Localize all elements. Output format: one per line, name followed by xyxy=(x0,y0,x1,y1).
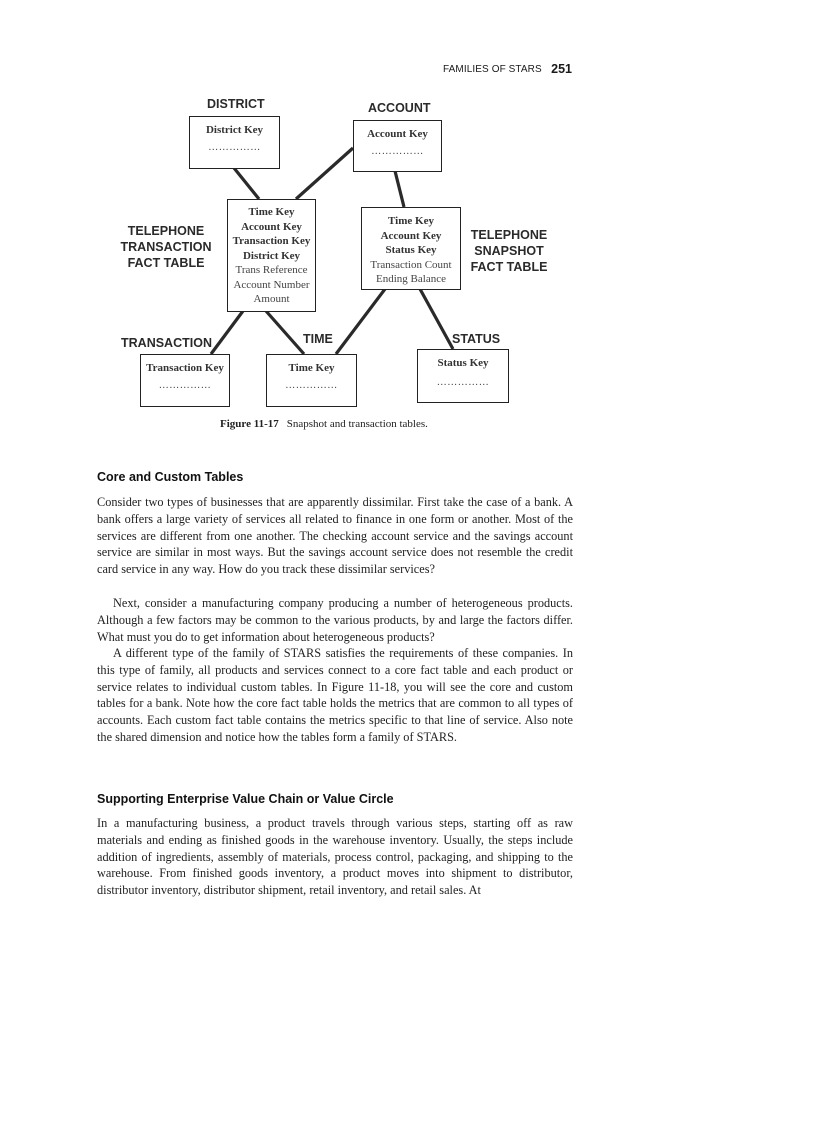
fact-key: District Key xyxy=(242,249,301,262)
fact-key: Time Key xyxy=(248,206,295,218)
status-key: Status Key xyxy=(437,357,489,369)
account-dimension-box xyxy=(353,120,442,172)
fact-key: Account Key xyxy=(241,220,302,233)
account-ellipsis: …………… xyxy=(371,146,424,157)
transaction-ellipsis: …………… xyxy=(158,380,212,391)
transaction-key: Transaction Key xyxy=(146,362,224,374)
connector-snapshot-fact-time xyxy=(336,289,385,354)
transaction-fact-label-line: TRANSACTION xyxy=(120,240,212,254)
account-label: ACCOUNT xyxy=(368,101,431,115)
paragraph: A different type of the family of STARS satisfies the requirements of these companies. In this type of family, all products and services connect to a core fact table and each product or service relates to individual custom tables. In Figure 11-18, you will see the core and custom tables for a bank. Note how the core fact table holds the metrics that are common to all types of accounts. Each custom fact table contains the metrics specific to that line of service. Also note the shared dimension and notice how the tables form a family of STARS. xyxy=(97,646,573,744)
paragraph: In a manufacturing business, a product travels through various steps, starting off as raw materials and ending as finished goods in the warehouse inventory. Usually, the steps include addition of ingredients, assembly of materials, process control, packaging, and shipping to the warehouse. From finished goods inventory, a product moves into shipment to distributor, distributor inventory, distributor shipment, retail inventory, and retail sales. At xyxy=(97,816,573,898)
fact-attribute: Transaction Count xyxy=(370,258,452,271)
district-label: DISTRICT xyxy=(207,97,265,111)
transaction-dimension-box xyxy=(140,354,230,407)
district-ellipsis: …………… xyxy=(208,142,261,153)
section-heading-core-custom-tables: Core and Custom Tables xyxy=(97,470,244,484)
paragraph: Consider two types of businesses that are apparently dissimilar. First take the case of a bank. A bank offers a large variety of services all related to finance in one form or another. Most of the services are different from one another. The checking account service and the savings account service are similar in most ways. But the savings account service does not resemble the credit card service in any way. How do you track these dissimilar services? xyxy=(97,495,573,577)
time-dimension-box xyxy=(266,354,357,407)
snapshot-fact-label-line: SNAPSHOT xyxy=(474,244,544,258)
snapshot-fact-label-line: FACT TABLE xyxy=(470,260,548,274)
figure-caption-text: Snapshot and transaction tables. xyxy=(286,418,428,430)
snapshot-fact-label-line: TELEPHONE xyxy=(470,228,548,242)
snapshot-fact-table-box xyxy=(361,207,461,290)
status-ellipsis: …………… xyxy=(436,377,490,388)
figure-number: Figure 11-17 xyxy=(220,418,279,430)
snapshot-fact-label xyxy=(465,227,553,275)
transaction-fact-label xyxy=(118,223,214,271)
page-number: 251 xyxy=(551,62,572,76)
time-key: Time Key xyxy=(288,362,335,374)
account-key: Account Key xyxy=(367,128,428,140)
district-key: District Key xyxy=(205,124,264,136)
transaction-fact-label-line: TELEPHONE xyxy=(127,224,205,238)
transaction-label: TRANSACTION xyxy=(121,336,212,350)
connector-snapshot-fact-status xyxy=(420,289,453,349)
fact-attribute: Trans Reference xyxy=(235,264,308,276)
fact-key: Account Key xyxy=(380,229,442,242)
fact-attribute: Account Number xyxy=(233,278,310,291)
figure-11-17 xyxy=(0,0,816,440)
fact-key: Transaction Key xyxy=(232,235,311,247)
paragraph: Next, consider a manufacturing company producing a number of heterogeneous products. Although a few factors may be common to the various products, by and large the factors differ. What must you do to get information about heterogeneous products? xyxy=(97,596,573,644)
section-heading-value-chain: Supporting Enterprise Value Chain or Value Circle xyxy=(97,792,394,806)
time-ellipsis: …………… xyxy=(285,380,338,391)
status-label: STATUS xyxy=(452,332,501,346)
transaction-fact-label-line: FACT TABLE xyxy=(127,256,205,270)
fact-key: Time Key xyxy=(388,215,434,227)
connector-transaction-fact-time xyxy=(266,311,304,354)
fact-attribute: Ending Balance xyxy=(376,273,446,285)
figure-caption xyxy=(220,418,428,430)
district-dimension-box xyxy=(189,116,280,169)
connector-district-transaction-fact xyxy=(234,168,259,199)
connector-account-snapshot-fact xyxy=(395,171,404,207)
fact-attribute: Amount xyxy=(253,293,290,305)
transaction-fact-table-box xyxy=(227,199,316,312)
status-dimension-box xyxy=(417,349,509,403)
time-label: TIME xyxy=(303,332,333,346)
connector-transaction-fact-transaction xyxy=(211,311,243,354)
running-head-title: FAMILIES OF STARS xyxy=(443,64,542,75)
fact-key: Status Key xyxy=(385,244,437,256)
connector-account-transaction-fact xyxy=(296,148,353,199)
